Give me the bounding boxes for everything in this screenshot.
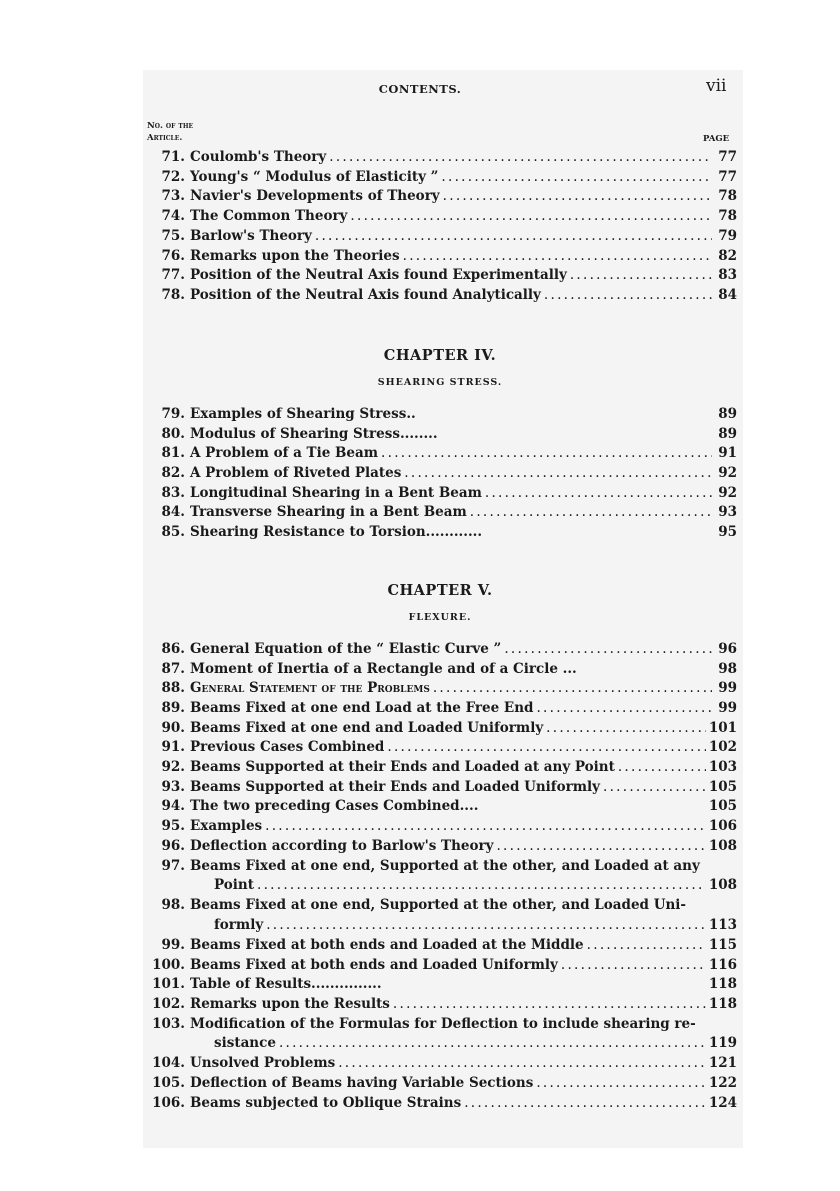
toc-entry [145, 206, 737, 226]
entry-title: Remarks upon the Theories [190, 248, 400, 264]
toc-entry [145, 955, 737, 975]
toc-entry [145, 443, 737, 463]
entry-title: General Equation of the “ Elastic Curve ” [190, 641, 502, 657]
entry-title: Previous Cases Combined [190, 739, 385, 755]
entry-number: 100. [152, 957, 185, 973]
toc-entry [145, 639, 737, 659]
entry-page: 78 [718, 208, 737, 224]
chapter-5-subtitle: FLEXURE. [408, 612, 472, 623]
toc-entry-continuation [214, 875, 737, 895]
dot-leader [403, 246, 712, 266]
entry-number: 97. [161, 858, 185, 874]
dot-leader [265, 816, 706, 836]
toc-entry [145, 816, 737, 836]
toc-entry [145, 424, 737, 444]
entry-number: 94. [161, 798, 185, 814]
entry-page: 115 [708, 937, 737, 953]
dot-leader [546, 718, 706, 738]
entry-page: 89 [718, 426, 737, 442]
entry-page: 106 [708, 818, 737, 834]
dot-leader [504, 639, 712, 659]
entry-title: General Statement of the Problems [190, 680, 430, 696]
entry-title-continued: formly [214, 917, 264, 933]
dot-leader [570, 265, 712, 285]
entry-title: Modification of the Formulas for Deflection to include shearing re- [190, 1016, 696, 1032]
entry-page: 93 [718, 504, 737, 520]
entry-number: 101. [152, 976, 185, 992]
entry-page: 92 [718, 485, 737, 501]
entry-page: 102 [708, 739, 737, 755]
entry-number: 84. [161, 504, 185, 520]
entry-number: 90. [161, 720, 185, 736]
entry-title: Examples of Shearing Stress.. [190, 406, 416, 422]
dot-leader [257, 875, 706, 895]
entry-title: The two preceding Cases Combined.... [190, 798, 479, 814]
dot-leader [315, 226, 712, 246]
entry-page: 78 [718, 188, 737, 204]
dot-leader [350, 206, 712, 226]
entry-title: Coulomb's Theory [190, 149, 327, 165]
entry-page: 89 [718, 406, 737, 422]
toc-entry [145, 796, 737, 816]
entry-number: 80. [161, 426, 185, 442]
dot-leader [387, 737, 705, 757]
entry-title: Shearing Resistance to Torsion............ [190, 524, 483, 540]
toc-entry [145, 1093, 737, 1113]
chapter-5-heading: CHAPTER V. [387, 582, 493, 599]
column-header-article-line1: No. of the [147, 121, 194, 131]
entry-title: Examples [190, 818, 263, 834]
entry-title: Navier's Developments of Theory [190, 188, 440, 204]
toc-entry [145, 167, 737, 187]
entry-title: Remarks upon the Results [190, 996, 390, 1012]
entry-number: 81. [161, 445, 185, 461]
entry-number: 71. [161, 149, 185, 165]
entry-title: A Problem of Riveted Plates [190, 465, 402, 481]
dot-leader [441, 167, 712, 187]
dot-leader [433, 678, 712, 698]
toc-entry [145, 718, 737, 738]
entry-title: Deflection of Beams having Variable Sections [190, 1075, 534, 1091]
toc-entry [145, 678, 737, 698]
dot-leader [485, 483, 712, 503]
entry-title: Longitudinal Shearing in a Bent Beam [190, 485, 482, 501]
entry-number: 74. [161, 208, 185, 224]
dot-leader [496, 836, 705, 856]
entry-page: 121 [708, 1055, 737, 1071]
toc-entry [145, 757, 737, 777]
entry-title: Beams Supported at their Ends and Loaded at any Point [190, 759, 615, 775]
entry-page: 124 [708, 1095, 737, 1111]
entry-page: 119 [708, 1035, 737, 1051]
entry-number: 102. [152, 996, 185, 1012]
entry-number: 104. [152, 1055, 185, 1071]
dot-leader [266, 915, 706, 935]
entry-number: 103. [152, 1016, 185, 1032]
dot-leader [587, 935, 706, 955]
entry-number: 79. [161, 406, 185, 422]
entry-title: Position of the Neutral Axis found Experimentally [190, 267, 567, 283]
entry-title: Unsolved Problems [190, 1055, 336, 1071]
entry-page: 108 [708, 877, 737, 893]
toc-entry [145, 502, 737, 522]
dot-leader [544, 285, 712, 305]
entry-title: Beams Fixed at both ends and Loaded Uniformly [190, 957, 558, 973]
entry-number: 106. [152, 1095, 185, 1111]
entry-number: 83. [161, 485, 185, 501]
entry-page: 98 [718, 661, 737, 677]
toc-entry [145, 1014, 737, 1034]
column-header-article [147, 120, 193, 144]
entry-title: Beams Fixed at one end, Supported at the other, and Loaded Uni- [190, 897, 687, 913]
entry-number: 85. [161, 524, 185, 540]
entry-page: 96 [718, 641, 737, 657]
entry-title-continued: sistance [214, 1035, 276, 1051]
toc-entry [145, 483, 737, 503]
dot-leader [536, 698, 712, 718]
toc-entry [145, 1053, 737, 1073]
toc-entry [145, 974, 737, 994]
entry-title: Beams Fixed at one end and Loaded Uniformly [190, 720, 544, 736]
entry-page: 113 [708, 917, 737, 933]
toc-entry [145, 777, 737, 797]
toc-entry [145, 285, 737, 305]
entry-page: 122 [708, 1075, 737, 1091]
toc-entry [145, 265, 737, 285]
entry-page: 99 [718, 680, 737, 696]
entry-number: 92. [161, 759, 185, 775]
dot-leader [443, 186, 712, 206]
dot-leader [470, 502, 712, 522]
page-number: vii [706, 76, 727, 96]
entry-number: 76. [161, 248, 185, 264]
toc-entry [145, 698, 737, 718]
column-header-page: PAGE [703, 134, 730, 144]
entry-page: 101 [708, 720, 737, 736]
entry-page: 108 [708, 838, 737, 854]
entry-page: 92 [718, 465, 737, 481]
dot-leader [404, 463, 712, 483]
entry-page: 105 [708, 798, 737, 814]
chapter-4-subtitle: SHEARING STRESS. [377, 377, 503, 388]
entry-page: 77 [718, 169, 737, 185]
entry-number: 77. [161, 267, 185, 283]
entry-number: 73. [161, 188, 185, 204]
entry-page: 77 [718, 149, 737, 165]
entry-title: Beams subjected to Oblique Strains [190, 1095, 462, 1111]
toc-entry [145, 522, 737, 542]
entry-number: 96. [161, 838, 185, 854]
entry-number: 82. [161, 465, 185, 481]
column-header-article-line2: Article. [147, 133, 183, 143]
entry-page: 83 [718, 267, 737, 283]
entry-title: Modulus of Shearing Stress........ [190, 426, 438, 442]
dot-leader [618, 757, 706, 777]
entry-page: 82 [718, 248, 737, 264]
entry-title: Deflection according to Barlow's Theory [190, 838, 494, 854]
chapter-4-heading: CHAPTER IV. [383, 347, 497, 364]
entry-page: 95 [718, 524, 737, 540]
entry-number: 88. [161, 680, 185, 696]
entry-number: 72. [161, 169, 185, 185]
entry-page: 84 [718, 287, 737, 303]
toc-entry [145, 404, 737, 424]
entry-page: 116 [708, 957, 737, 973]
toc-entry [145, 737, 737, 757]
entry-title: Table of Results............... [190, 976, 382, 992]
entry-page: 118 [708, 976, 737, 992]
entry-title-continued: Point [214, 877, 254, 893]
dot-leader [279, 1033, 706, 1053]
entry-title: Beams Supported at their Ends and Loaded Uniformly [190, 779, 600, 795]
dot-leader [603, 777, 706, 797]
toc-entry [145, 935, 737, 955]
toc-entry [145, 226, 737, 246]
dot-leader [536, 1073, 706, 1093]
toc-entry [145, 186, 737, 206]
toc-entry [145, 856, 737, 876]
entry-title: Beams Fixed at one end, Supported at the other, and Loaded at any [190, 858, 700, 874]
toc-entry [145, 994, 737, 1014]
entry-title: Beams Fixed at one end Load at the Free End [190, 700, 534, 716]
entry-page: 91 [718, 445, 737, 461]
toc-entry-continuation [214, 1033, 737, 1053]
entry-title: The Common Theory [190, 208, 348, 224]
entry-title: Moment of Inertia of a Rectangle and of a Circle ... [190, 661, 577, 677]
entry-number: 75. [161, 228, 185, 244]
entry-title: Barlow's Theory [190, 228, 312, 244]
toc-entry [145, 246, 737, 266]
toc-entry [145, 463, 737, 483]
entry-page: 99 [718, 700, 737, 716]
dot-leader [381, 443, 712, 463]
entry-number: 91. [161, 739, 185, 755]
entry-number: 105. [152, 1075, 185, 1091]
dot-leader [329, 147, 712, 167]
entry-number: 86. [161, 641, 185, 657]
toc-entry [145, 147, 737, 167]
entry-number: 95. [161, 818, 185, 834]
entry-number: 99. [161, 937, 185, 953]
toc-entry [145, 659, 737, 679]
entry-number: 78. [161, 287, 185, 303]
entry-title: Transverse Shearing in a Bent Beam [190, 504, 467, 520]
entry-number: 93. [161, 779, 185, 795]
entry-page: 105 [708, 779, 737, 795]
dot-leader [561, 955, 706, 975]
entry-title: Beams Fixed at both ends and Loaded at the Middle [190, 937, 584, 953]
entry-number: 98. [161, 897, 185, 913]
entry-page: 118 [708, 996, 737, 1012]
entry-page: 79 [718, 228, 737, 244]
dot-leader [393, 994, 706, 1014]
entry-number: 89. [161, 700, 185, 716]
dot-leader [338, 1053, 706, 1073]
running-header-title: CONTENTS. [378, 82, 462, 96]
dot-leader [464, 1093, 706, 1113]
entry-number: 87. [161, 661, 185, 677]
entry-title: Position of the Neutral Axis found Analytically [190, 287, 541, 303]
toc-entry [145, 895, 737, 915]
entry-page: 103 [708, 759, 737, 775]
entry-title: Young's “ Modulus of Elasticity ” [190, 169, 439, 185]
toc-entry [145, 836, 737, 856]
toc-entry-continuation [214, 915, 737, 935]
toc-entry [145, 1073, 737, 1093]
entry-title: A Problem of a Tie Beam [190, 445, 379, 461]
